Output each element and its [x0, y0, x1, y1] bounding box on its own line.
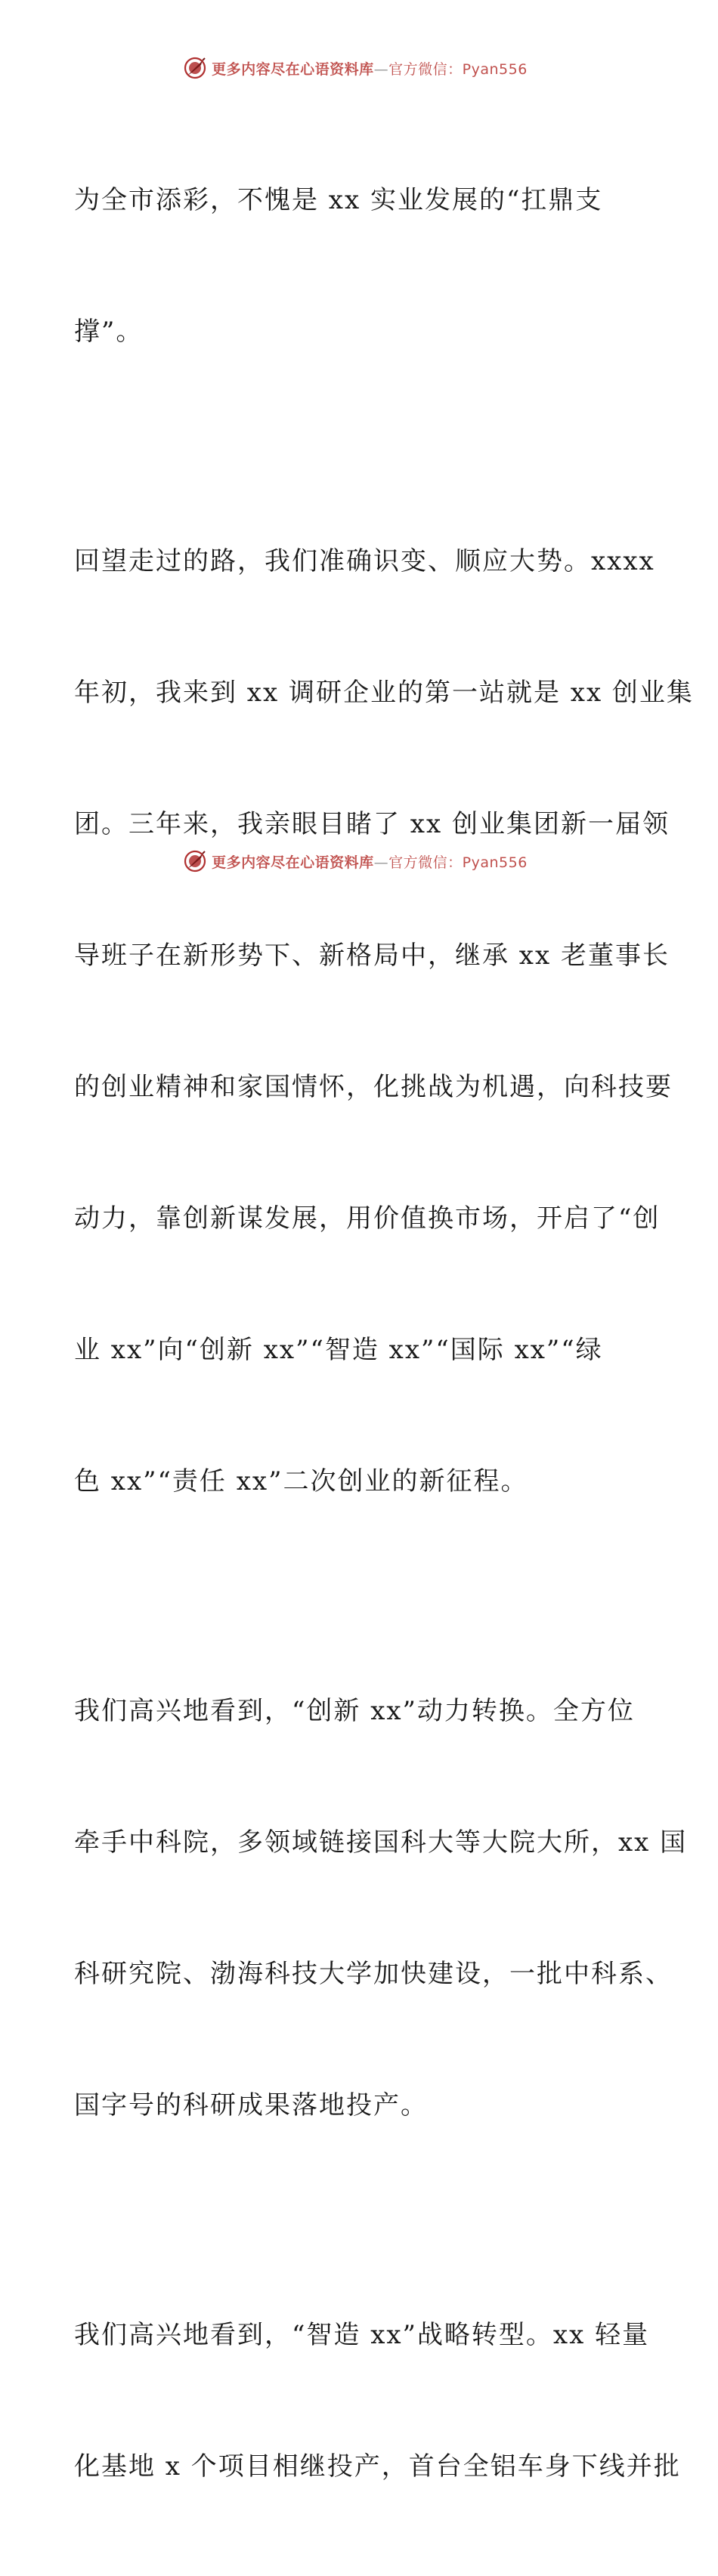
watermark-text: 更多内容尽在心语资料库—官方微信：Pyan556 — [212, 60, 528, 78]
text-line: 年初，我来到 xx 调研企业的第一站就是 xx 创业集 — [74, 678, 694, 708]
paragraph — [74, 1602, 688, 2215]
paragraph — [74, 91, 648, 441]
text-line: 动力，靠创新谋发展，用价值换市场，开启了“创 — [74, 1203, 661, 1234]
quill-logo-icon — [183, 56, 207, 80]
paragraph — [74, 452, 694, 1591]
text-line: 国字号的科研成果落地投产。 — [74, 2090, 428, 2120]
text-line: 我们高兴地看到，“智造 xx”战略转型。xx 轻量 — [74, 2320, 650, 2350]
watermark-text: 更多内容尽在心语资料库—官方微信：Pyan556 — [212, 854, 528, 871]
paragraph — [74, 2225, 681, 2576]
text-line: 回望走过的路，我们准确识变、顺应大势。xxxx — [74, 546, 655, 576]
text-line: 牵手中科院，多领域链接国科大等大院大所，xx 国 — [74, 1827, 688, 1858]
text-line: 导班子在新形势下、新格局中，继承 xx 老董事长 — [74, 941, 670, 971]
text-line: 科研究院、渤海科技大学加快建设，一批中科系、 — [74, 1959, 673, 1989]
text-line: 我们高兴地看到，“创新 xx”动力转换。全方位 — [74, 1696, 635, 1726]
text-line: 为全市添彩，不愧是 xx 实业发展的“扛鼎支 — [74, 185, 603, 215]
text-line: 团。三年来，我亲眼目睹了 xx 创业集团新一届领 — [74, 809, 670, 839]
footer-watermark — [0, 846, 718, 876]
text-line: 的创业精神和家国情怀，化挑战为机遇，向科技要 — [74, 1072, 673, 1102]
text-line: 撑”。 — [74, 317, 144, 347]
quill-logo-icon — [183, 849, 207, 873]
text-line: 化基地 x 个项目相继投产，首台全铝车身下线并批 — [74, 2451, 681, 2482]
header-watermark — [0, 53, 718, 83]
document-body — [74, 91, 694, 2576]
text-line: 业 xx”向“创新 xx”“智造 xx”“国际 xx”“绿 — [74, 1335, 603, 1365]
text-line: 色 xx”“责任 xx”二次创业的新征程。 — [74, 1466, 528, 1496]
